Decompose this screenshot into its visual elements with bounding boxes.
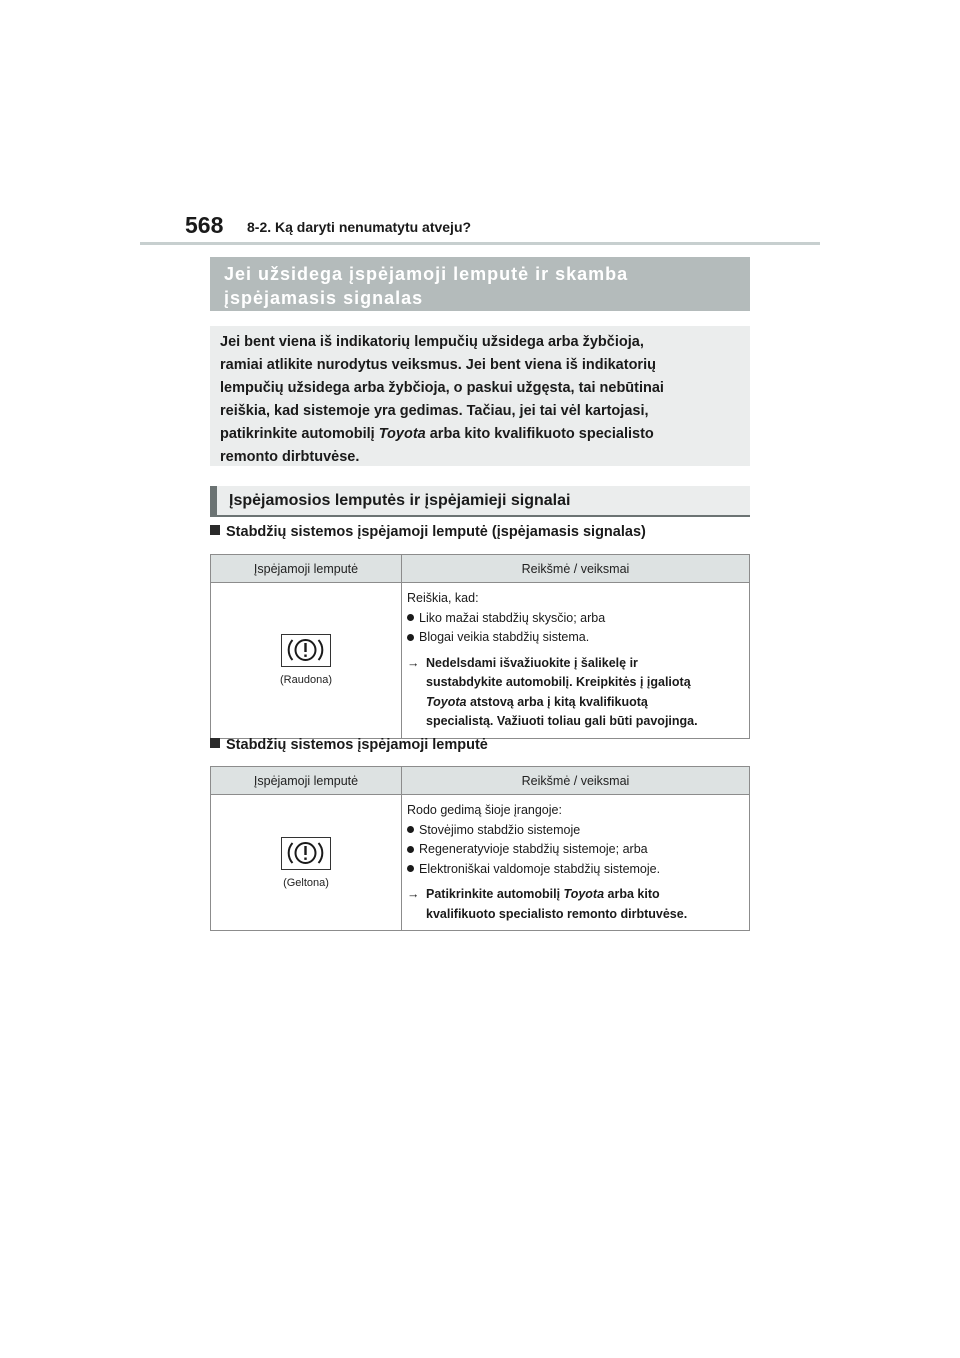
action-text	[407, 885, 745, 924]
section-path: 8-2. Ką daryti nenumatytu atveju?	[247, 219, 472, 235]
column-header: Reikšmė / veiksmai	[402, 555, 750, 583]
action-line: kvalifikuoto specialisto remonto dirbtuvėse.	[426, 906, 688, 921]
bullet-dot-icon	[407, 846, 414, 853]
list-item	[407, 860, 745, 880]
warning-table	[210, 554, 750, 739]
column-header: Reikšmė / veiksmai	[402, 767, 750, 795]
lamp-color-label: (Geltona)	[283, 876, 329, 889]
intro-line: Jei bent viena iš indikatorių lempučių užsidega arba žybčioja,	[220, 334, 644, 350]
meaning-intro: Reiškia, kad:	[407, 591, 479, 605]
action-line: Nedelsdami išvažiuokite į šalikelę ir	[426, 655, 638, 670]
title-banner	[210, 257, 750, 311]
intro-line: lempučių užsidega arba žybčioja, o paskui užgęsta, tai nebūtinai	[220, 380, 664, 396]
list-item-text: Elektroniškai valdomoje stabdžių sistemoje.	[419, 861, 661, 876]
lamp-cell	[211, 795, 402, 931]
intro-line: ramiai atlikite nurodytus veiksmus. Jei bent viena iš indikatorių	[220, 357, 656, 373]
section-heading	[210, 737, 488, 753]
meaning-cell	[402, 583, 750, 739]
list-item	[407, 821, 745, 841]
warning-table	[210, 766, 750, 931]
list-item-text: Stovėjimo stabdžio sistemoje	[419, 822, 581, 837]
intro-text: arba kito kvalifikuoto specialisto	[425, 426, 654, 442]
action-line	[426, 885, 745, 905]
arrow-right-icon: →	[407, 887, 420, 901]
bullet-dot-icon	[407, 614, 414, 621]
column-header: Įspėjamoji lemputė	[211, 555, 402, 583]
square-bullet-icon	[210, 738, 220, 748]
page-number: 568	[185, 212, 224, 238]
brand-name: Toyota	[426, 694, 467, 709]
intro-line: reiškia, kad sistemoje yra gedimas. Tačiau, jei tai vėl kartojasi,	[220, 403, 649, 419]
action-text-part: Patikrinkite automobilį	[426, 887, 564, 901]
section-heading-text: Stabdžių sistemos įspėjamoji lemputė	[226, 737, 488, 753]
section-heading-text: Stabdžių sistemos įspėjamoji lemputė (įspėjamasis signalas)	[226, 524, 646, 540]
lamp-color-label: (Raudona)	[280, 674, 332, 687]
action-text-part: atstovą arba į kitą kvalifikuotą	[466, 694, 648, 709]
bullet-dot-icon	[407, 865, 414, 872]
lamp-cell	[211, 583, 402, 739]
intro-text: patikrinkite automobilį	[220, 426, 379, 442]
header-divider	[140, 242, 820, 245]
list-item	[407, 609, 745, 629]
list-item-text: Regeneratyvioje stabdžių sistemoje; arba	[419, 842, 648, 856]
square-bullet-icon	[210, 525, 220, 535]
action-line: sustabdykite automobilį. Kreipkitės į įgaliotą	[426, 675, 691, 689]
intro-line	[220, 423, 740, 446]
meaning-cell	[402, 795, 750, 931]
meaning-intro: Rodo gedimą šioje įrangoje:	[407, 803, 562, 817]
action-text	[407, 654, 745, 732]
bullet-dot-icon	[407, 826, 414, 833]
bullet-dot-icon	[407, 634, 414, 641]
action-line	[426, 693, 745, 713]
action-text-part: arba kito	[604, 887, 660, 901]
title-line-2: įspėjamasis signalas	[224, 288, 424, 308]
list-item-text: Blogai veikia stabdžių sistema.	[419, 630, 590, 644]
sub-heading: Įspėjamosios lemputės ir įspėjamieji signalai	[210, 486, 750, 517]
brand-name: Toyota	[563, 887, 605, 901]
section-heading	[210, 524, 646, 540]
brand-name: Toyota	[378, 426, 426, 442]
list-item-text: Liko mažai stabdžių skysčio; arba	[419, 610, 606, 625]
intro-line: remonto dirbtuvėse.	[220, 449, 360, 465]
list-item	[407, 628, 745, 648]
brake-warning-icon	[281, 634, 331, 667]
action-line: specialistą. Važiuoti toliau gali būti pavojinga.	[426, 714, 698, 728]
list-item	[407, 840, 745, 860]
brake-warning-icon	[281, 837, 331, 870]
column-header: Įspėjamoji lemputė	[211, 767, 402, 795]
arrow-right-icon: →	[407, 655, 420, 670]
intro-box	[210, 326, 750, 466]
title-line-1: Jei užsidega įspėjamoji lemputė ir skamba	[224, 264, 629, 284]
